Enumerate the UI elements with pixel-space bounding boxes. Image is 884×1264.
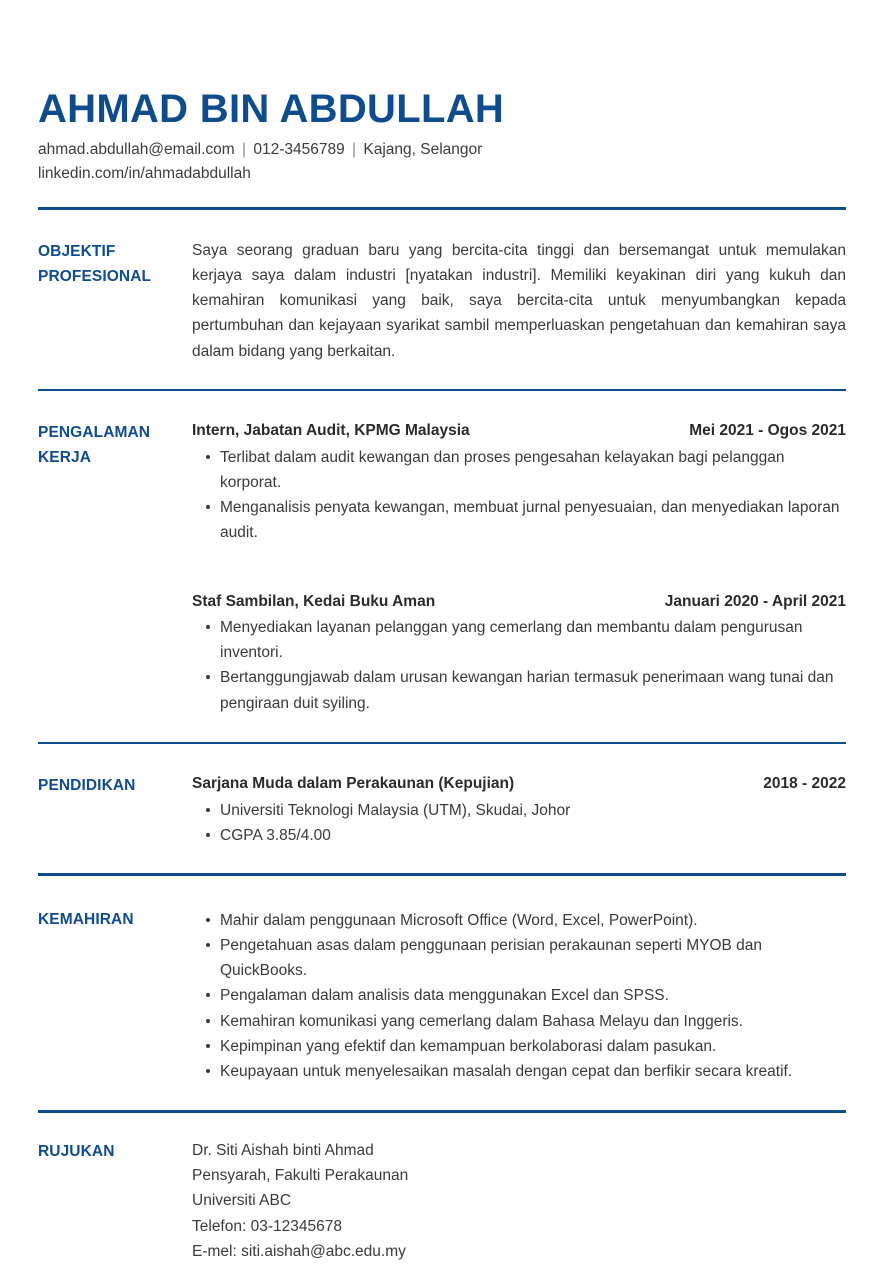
page-title: AHMAD BIN ABDULLAH (38, 87, 505, 131)
experience-job-date: Mei 2021 - Ogos 2021 (689, 422, 846, 440)
contact-separator-1: | (241, 141, 247, 158)
section-skills (38, 906, 846, 1085)
experience-bullet-list (192, 615, 846, 716)
list-item: Menyediakan layanan pelanggan yang cemerlang dan membantu dalam pengurusan inventori. (192, 615, 846, 666)
list-item: Pengalaman dalam analisis data menggunakan Excel dan SPSS. (192, 983, 846, 1008)
section-label-experience-line1: PENGALAMAN (38, 424, 151, 442)
list-item: Menganalisis penyata kewangan, membuat jurnal penyesuaian, dan menyediakan laporan audit. (192, 495, 846, 546)
contact-line-primary (38, 138, 846, 162)
email-text: ahmad.abdullah@email.com (38, 141, 235, 158)
section-body-objective (192, 238, 846, 364)
section-body-education (192, 772, 846, 848)
section-label-objective (38, 238, 192, 289)
contact-separator-2: | (352, 141, 357, 158)
section-education (38, 772, 846, 848)
divider-4 (38, 873, 846, 876)
list-item: Universiti Teknologi Malaysia (UTM), Skudai, Johor (192, 798, 846, 823)
education-entry-header (192, 772, 846, 795)
reference-email: E-mel: siti.aishah@abc.edu.my (192, 1242, 406, 1260)
divider-1 (38, 207, 846, 210)
education-bullet-list (192, 798, 846, 849)
location-text: Kajang, Selangor (363, 141, 483, 158)
divider-3 (38, 742, 846, 745)
list-item: Keupayaan untuk menyelesaikan masalah dengan cepat dan berfikir secara kreatif. (192, 1059, 846, 1084)
list-item: Bertanggungjawab dalam urusan kewangan harian termasuk penerimaan wang tunai dan pengiraan duit syiling. (192, 665, 846, 716)
section-body-experience (192, 419, 846, 716)
reference-phone: Telefon: 03-12345678 (192, 1217, 342, 1235)
skills-bullet-list (192, 908, 846, 1085)
list-item: Kepimpinan yang efektif dan kemampuan berkolaborasi dalam pasukan. (192, 1034, 846, 1059)
objective-paragraph: Saya seorang graduan baru yang bercita-cita tinggi dan bersemangat untuk memulakan kerjaya saya dalam industri [nyatakan industri]. Memiliki keyakinan diri yang kukuh dan kemahiran komunikasi yang baik, saya bercita-cita untuk menyumbangkan kepada pertumbuhan dan kejayaan syarikat sambil memperluaskan pengetahuan dan kemahiran saya dalam bidang yang berkaitan. (192, 241, 846, 360)
experience-job-title: Intern, Jabatan Audit, KPMG Malaysia (192, 422, 470, 440)
section-label-objective-line1: OBJEKTIF (38, 242, 116, 260)
section-label-skills: KEMAHIRAN (38, 910, 134, 928)
experience-bullet-list (192, 445, 846, 546)
education-date: 2018 - 2022 (763, 775, 846, 793)
education-entry (192, 772, 846, 848)
section-objective (38, 238, 846, 364)
reference-position: Pensyarah, Fakulti Perakaunan (192, 1167, 409, 1185)
resume-header (38, 0, 846, 185)
list-item: CGPA 3.85/4.00 (192, 823, 846, 848)
section-label-references: RUJUKAN (38, 1142, 115, 1160)
reference-name: Dr. Siti Aishah binti Ahmad (192, 1141, 374, 1159)
experience-job-date: Januari 2020 - April 2021 (664, 592, 846, 610)
section-references (38, 1138, 846, 1264)
experience-entry-header (192, 590, 846, 613)
divider-5 (38, 1110, 846, 1113)
section-label-education: PENDIDIKAN (38, 777, 136, 795)
section-label-experience-line2: KERJA (38, 449, 92, 467)
education-degree-title: Sarjana Muda dalam Perakaunan (Kepujian) (192, 775, 515, 793)
section-label-experience (38, 419, 192, 470)
linkedin-text: linkedin.com/in/ahmadabdullah (38, 164, 251, 182)
list-item: Pengetahuan asas dalam penggunaan perisian perakaunan seperti MYOB dan QuickBooks. (192, 933, 846, 984)
list-item: Kemahiran komunikasi yang cemerlang dalam Bahasa Melayu dan Inggeris. (192, 1009, 846, 1034)
section-label-objective-line2: PROFESIONAL (38, 267, 152, 285)
experience-entry-header (192, 419, 846, 442)
reference-organization: Universiti ABC (192, 1192, 292, 1210)
experience-entry (192, 419, 846, 545)
list-item: Mahir dalam penggunaan Microsoft Office (Word, Excel, PowerPoint). (192, 908, 846, 933)
section-body-skills (192, 906, 846, 1085)
section-experience (38, 419, 846, 716)
experience-job-title: Staf Sambilan, Kedai Buku Aman (192, 592, 436, 610)
section-body-references (192, 1138, 846, 1264)
divider-2 (38, 389, 846, 392)
list-item: Terlibat dalam audit kewangan dan proses pengesahan kelayakan bagi pelanggan korporat. (192, 445, 846, 496)
experience-entry (192, 590, 846, 716)
phone-text: 012-3456789 (253, 141, 345, 158)
